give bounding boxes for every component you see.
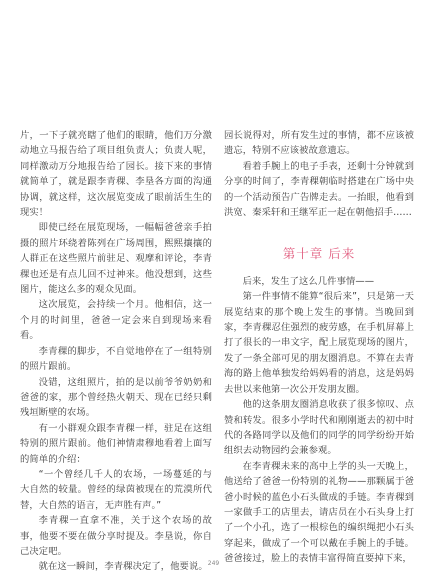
paragraph: 这次展览，会持续一个月。他相信，这一个月的时间里，爸爸一定会来自到现场来看看。	[20, 299, 212, 342]
paragraph: 第一件事情不能算“很后来”，只是第一天展览结束的那个晚上发生的事情。当晚回到家，李青稞忍住强烈的疲劳感，在手机屏幕上打了很长的一串文字，配上展览现场的图片，发了一条全部可见的朋友圈消息。不算在去青海的路上他单独发给妈妈看的消息，这是妈妈去世以来他第一次公开发朋友圈。	[224, 291, 414, 395]
paragraph: 就在这一瞬间，李青稞决定了，他要说。	[38, 561, 208, 573]
paragraph: 他的这条朋友圈消息收获了很多惊叹、点赞和转发。很多小学时代和刚刚逝去的初中时代的各路同学以及他们的同学的同学纷纷开始组织去动物园约会兼参观。	[224, 399, 414, 457]
right-column	[224, 128, 414, 567]
paragraph: 李青稞的脚步，不自觉地停在了一组特别的照片跟前。	[20, 345, 212, 373]
quote-paragraph: “一个曾经几千人的农场，一场蔓延的与大自然的较量。曾经的绿茵被现在的荒漠所代替，大自然的语言，无声胜有声。”	[20, 468, 212, 511]
paragraph: 园长说得对，所有发生过的事情，都不应该被遗忘，特别不应该被故意遗忘。	[224, 130, 414, 157]
paragraph: 片，一下子就亮瞎了他们的眼睛，他们万分激动地立马报告给了项目组负责人；负责人呢，同样激动万分地报告给了园长。接下来的事情就简单了，就是跟李青稞、李垦各方面的沟通协调，就这样，这次展览变成了眼前活生生的现实！	[20, 130, 212, 219]
paragraph: 李青稞一直拿不准，关于这个农场的故事，他要不要在做分享时提及。李垦说，你自己决定吧。	[20, 515, 212, 557]
paragraph: 即使已经在展览现场，一幅幅爸爸亲手拍摄的照片环绕着陈列在广场周围，熙熙攘攘的人群正在这些照片前驻足、观摩和评论，李青稞也还是有点儿回不过神来。他没想到，这些图片，能这么多的观众见面。	[20, 222, 212, 296]
paragraph: 有一小群观众跟李青稞一样，驻足在这组特别的照片跟前。他们神情肃穆地看着上面写的简单的介绍：	[20, 422, 212, 465]
chapter-title: 第十章 后来	[282, 246, 356, 262]
left-column	[20, 128, 212, 575]
paragraph: 看着手腕上的电子手表，还剩十分钟就到分享的时间了，李青稞朝临时搭建在广场中央的一个活动预告广告牌走去。一抬眼，他看到洪宽、秦采轩和王继军正一起在朝他招手……	[224, 160, 414, 219]
paragraph: 在李青稞未来的高中上学的头一天晚上，他送给了爸爸一份特别的礼物——那颗属于爸爸小时候的蓝色小石头做成的手链。李青稞到一家做手工的店里去，请店员在小石头身上打了一个小孔，选了一根棕色的编织绳把小石头穿起来，做成了一个可以戴在手腕上的手链。爸爸接过，脸上的表情丰富得简直要掉下来，	[224, 460, 414, 565]
paragraph: 没错，这组照片，拍的是以前爷爷奶奶和爸爸的家，那个曾经热火朝天、现在已经只剩残垣断壁的农场。	[20, 376, 212, 419]
page-number: 249	[207, 560, 220, 567]
paragraph: 后来，发生了这么几件事情——	[242, 275, 375, 287]
